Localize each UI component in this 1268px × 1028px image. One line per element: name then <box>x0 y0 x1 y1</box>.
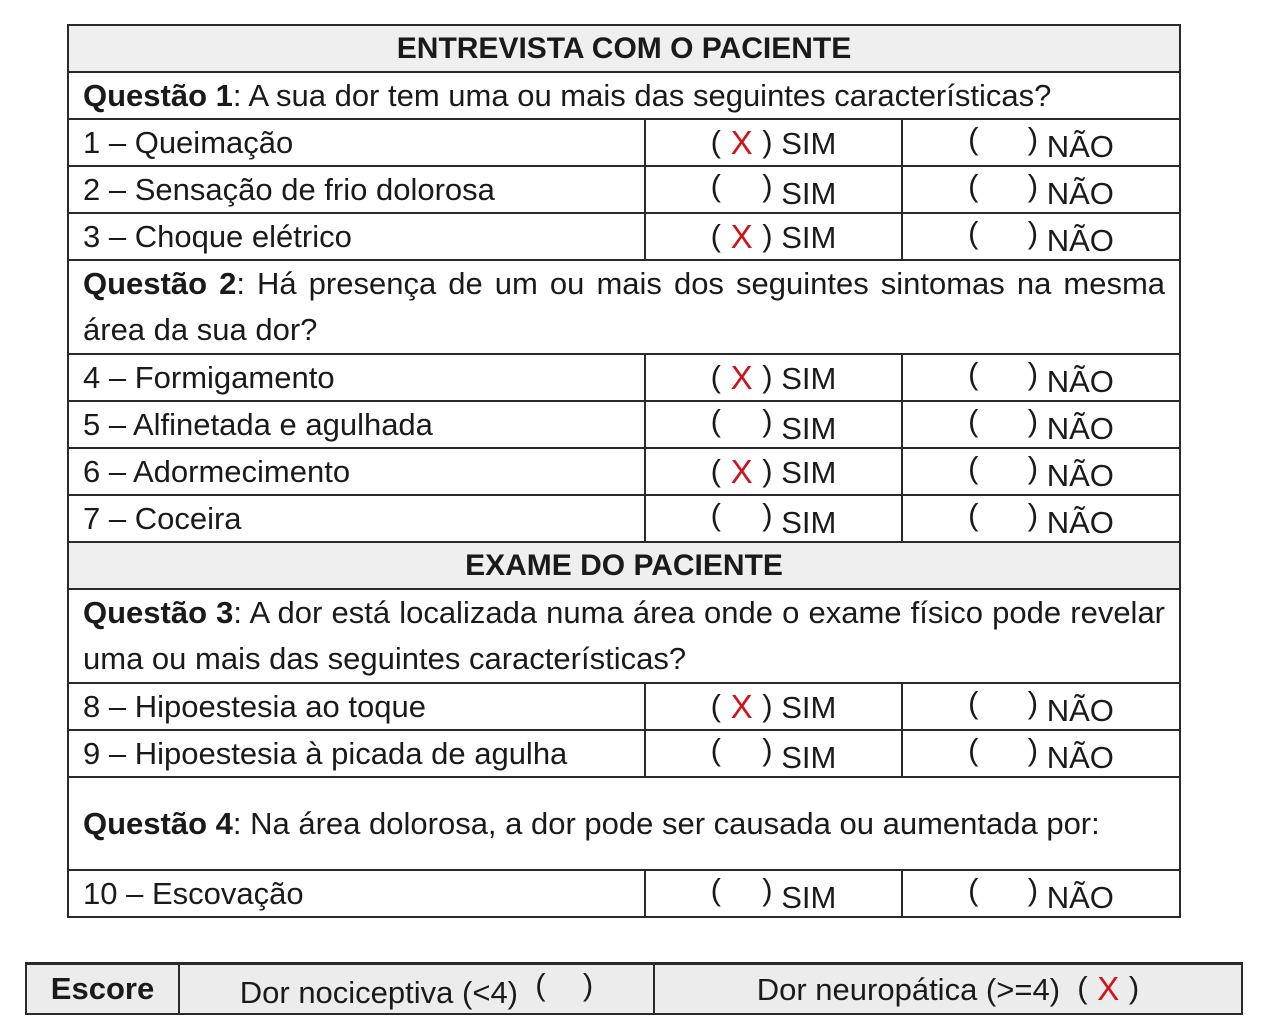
nao-checkbox[interactable]: ( ) <box>968 731 1039 767</box>
nao-label: NÃO <box>1046 692 1114 728</box>
sim-option[interactable] <box>645 119 902 166</box>
neuropathic-mark: X <box>1097 969 1120 1007</box>
sim-option[interactable] <box>645 683 902 730</box>
item-row <box>68 730 1180 777</box>
sim-mark: X <box>730 452 753 490</box>
question-2-text: : Há presença de um ou mais dos seguintes sintomas na mesma área da sua dor? <box>83 266 1166 347</box>
item-label: 8 – Hipoestesia ao toque <box>68 683 645 730</box>
sim-option[interactable] <box>645 354 902 401</box>
item-label: 5 – Alfinetada e agulhada <box>68 401 645 448</box>
nao-option[interactable] <box>902 119 1180 166</box>
sim-checkbox[interactable]: ( ) <box>710 496 773 532</box>
dn4-questionnaire-table <box>67 24 1181 918</box>
sim-checkbox[interactable]: ( ) <box>710 731 773 767</box>
nao-option[interactable] <box>902 495 1180 542</box>
sim-checkbox[interactable]: ( X ) <box>710 123 773 161</box>
sim-option[interactable] <box>645 495 902 542</box>
question-4 <box>68 777 1180 870</box>
neuropathic-label: Dor neuropática (>=4) <box>756 971 1061 1007</box>
sim-checkbox[interactable]: ( X ) <box>710 358 773 396</box>
nao-label: NÃO <box>1046 410 1114 446</box>
question-1-label: Questão 1 <box>83 77 233 113</box>
nao-option[interactable] <box>902 213 1180 260</box>
sim-label: SIM <box>781 454 837 490</box>
nao-label: NÃO <box>1046 457 1114 493</box>
nao-option[interactable] <box>902 730 1180 777</box>
nociceptive-label: Dor nociceptiva (<4) <box>239 974 519 1010</box>
nao-checkbox[interactable]: ( ) <box>968 402 1039 438</box>
nociceptive-checkbox[interactable]: ( ) <box>535 966 594 1002</box>
sim-option[interactable] <box>645 448 902 495</box>
sim-checkbox[interactable]: ( X ) <box>710 452 773 490</box>
nao-checkbox[interactable]: ( ) <box>968 355 1039 391</box>
neuropathic-checkbox[interactable]: ( X ) <box>1077 969 1140 1007</box>
score-table <box>25 962 1243 1015</box>
item-label: 1 – Queimação <box>68 119 645 166</box>
nao-checkbox[interactable]: ( ) <box>968 449 1039 485</box>
item-label: 3 – Choque elétrico <box>68 213 645 260</box>
nao-option[interactable] <box>902 448 1180 495</box>
nao-label: NÃO <box>1046 879 1114 915</box>
sim-mark: X <box>730 217 753 255</box>
item-label: 10 – Escovação <box>68 870 645 917</box>
question-3 <box>68 589 1180 683</box>
question-4-label: Questão 4 <box>83 805 233 841</box>
sim-option[interactable] <box>645 870 902 917</box>
item-row <box>68 448 1180 495</box>
nao-checkbox[interactable]: ( ) <box>968 496 1039 532</box>
sim-label: SIM <box>781 175 837 211</box>
nao-label: NÃO <box>1046 739 1114 775</box>
question-2-label: Questão 2 <box>83 266 237 301</box>
section-title-interview: ENTREVISTA COM O PACIENTE <box>68 25 1180 72</box>
score-label: Escore <box>26 964 179 1014</box>
nao-option[interactable] <box>902 401 1180 448</box>
item-label: 9 – Hipoestesia à picada de agulha <box>68 730 645 777</box>
sim-label: SIM <box>781 410 837 446</box>
item-row <box>68 401 1180 448</box>
question-2 <box>68 260 1180 354</box>
nao-checkbox[interactable]: ( ) <box>968 167 1039 203</box>
nociceptive-option[interactable] <box>179 964 654 1014</box>
item-label: 7 – Coceira <box>68 495 645 542</box>
sim-label: SIM <box>781 504 837 540</box>
item-label: 4 – Formigamento <box>68 354 645 401</box>
item-label: 6 – Adormecimento <box>68 448 645 495</box>
sim-mark: X <box>730 358 753 396</box>
question-1-text: : A sua dor tem uma ou mais das seguintes características? <box>232 77 1052 113</box>
nao-label: NÃO <box>1046 363 1114 399</box>
sim-mark: X <box>730 687 753 725</box>
nao-option[interactable] <box>902 683 1180 730</box>
nao-label: NÃO <box>1046 222 1114 258</box>
item-row <box>68 119 1180 166</box>
sim-option[interactable] <box>645 166 902 213</box>
sim-label: SIM <box>781 219 837 255</box>
question-3-label: Questão 3 <box>83 595 234 630</box>
sim-mark: X <box>730 123 753 161</box>
nao-label: NÃO <box>1046 128 1114 164</box>
section-title-exam: EXAME DO PACIENTE <box>68 542 1180 589</box>
item-row <box>68 870 1180 917</box>
sim-label: SIM <box>781 125 837 161</box>
neuropathic-option[interactable] <box>654 964 1242 1014</box>
nao-label: NÃO <box>1046 504 1114 540</box>
sim-checkbox[interactable]: ( ) <box>710 402 773 438</box>
sim-checkbox[interactable]: ( ) <box>710 871 773 907</box>
sim-checkbox[interactable]: ( ) <box>710 167 773 203</box>
sim-option[interactable] <box>645 401 902 448</box>
item-row <box>68 166 1180 213</box>
question-3-text: : A dor está localizada numa área onde o exame físico pode revelar uma ou mais das seguintes características? <box>83 595 1166 676</box>
nao-checkbox[interactable]: ( ) <box>968 120 1039 156</box>
item-row <box>68 354 1180 401</box>
sim-option[interactable] <box>645 213 902 260</box>
question-4-text: : Na área dolorosa, a dor pode ser causada ou aumentada por: <box>232 805 1100 841</box>
nao-checkbox[interactable]: ( ) <box>968 684 1039 720</box>
sim-checkbox[interactable]: ( X ) <box>710 217 773 255</box>
item-row <box>68 213 1180 260</box>
sim-label: SIM <box>781 879 837 915</box>
item-row <box>68 495 1180 542</box>
nao-checkbox[interactable]: ( ) <box>968 871 1039 907</box>
item-label: 2 – Sensação de frio dolorosa <box>68 166 645 213</box>
nao-option[interactable] <box>902 354 1180 401</box>
item-row <box>68 683 1180 730</box>
question-1 <box>68 72 1180 119</box>
sim-label: SIM <box>781 689 837 725</box>
nao-checkbox[interactable]: ( ) <box>968 214 1039 250</box>
sim-checkbox[interactable]: ( X ) <box>710 687 773 725</box>
nao-option[interactable] <box>902 870 1180 917</box>
sim-label: SIM <box>781 739 837 775</box>
sim-option[interactable] <box>645 730 902 777</box>
nao-label: NÃO <box>1046 175 1114 211</box>
sim-label: SIM <box>781 360 837 396</box>
nao-option[interactable] <box>902 166 1180 213</box>
